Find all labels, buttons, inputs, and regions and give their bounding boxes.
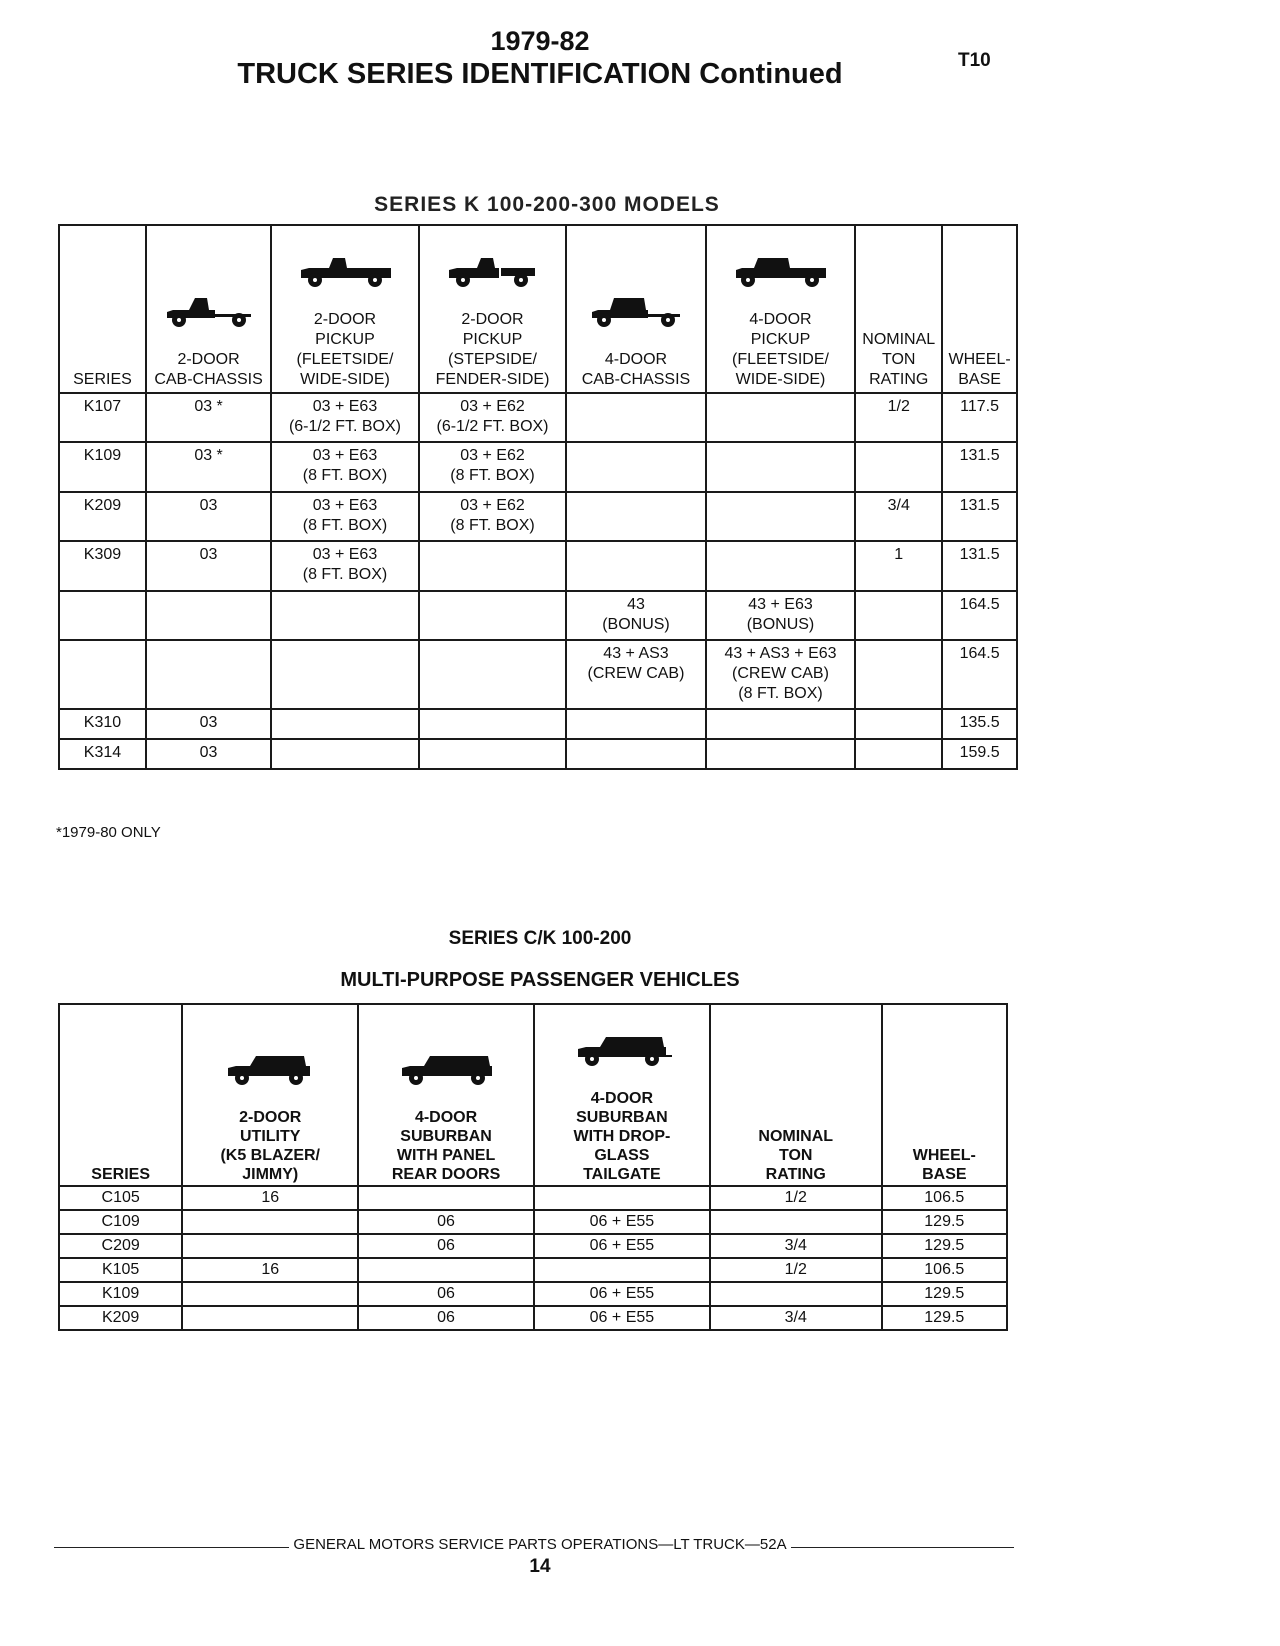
table1-header [942, 225, 1017, 393]
header-spacer [60, 1081, 181, 1165]
cell-line: 117.5 [960, 398, 1000, 415]
page-number: 14 [529, 1556, 551, 1577]
table-row [59, 640, 1017, 709]
table-cell [855, 640, 942, 709]
cell-line: 131.5 [959, 447, 1000, 464]
header-label-line: WITH PANEL [396, 1147, 496, 1164]
page-year-range: 1979-82 [490, 26, 590, 56]
cell-line: (8 FT. BOX) [450, 517, 535, 534]
table-cell [706, 393, 856, 442]
header-label-line: FENDER-SIDE) [435, 371, 550, 388]
table-cell [419, 640, 567, 709]
cell-line: 03 + E62 [460, 447, 525, 464]
table-cell [358, 1258, 534, 1282]
header-label-line: 4-DOOR [414, 1109, 478, 1126]
cell-line: (BONUS) [746, 616, 815, 633]
table-cell [534, 1186, 710, 1210]
cell-line: 06 + E55 [589, 1213, 655, 1230]
cell-line: 03 * [194, 398, 223, 415]
cell-line: (8 FT. BOX) [450, 467, 535, 484]
cell-line: 06 [437, 1309, 455, 1326]
table-cell [566, 393, 705, 442]
cell-line: 131.5 [959, 497, 1000, 514]
table-cell [146, 640, 271, 709]
header-label-line: WHEEL- [948, 351, 1011, 368]
table-cell [146, 709, 271, 739]
table-cell [942, 442, 1017, 492]
table-cell [855, 591, 942, 640]
header-label-line: PICKUP [750, 331, 811, 348]
header-label-line: TAILGATE [583, 1166, 661, 1183]
table1-header [146, 225, 271, 393]
table-cell [566, 640, 705, 709]
cell-line: 06 + E55 [589, 1309, 655, 1326]
cell-line: (CREW CAB) [732, 665, 829, 682]
cell-line: (6-1/2 FT. BOX) [436, 418, 549, 435]
header-label-line: (FLEETSIDE/ [296, 351, 394, 368]
table-cell [271, 739, 419, 769]
table-cell [358, 1210, 534, 1234]
header-label-line: SERIES [91, 1166, 150, 1183]
table-row [59, 393, 1017, 442]
table-cell [566, 442, 705, 492]
header-label-line: 4-DOOR [604, 351, 668, 368]
table-cell [182, 1186, 358, 1210]
header-label-line: 4-DOOR [590, 1090, 654, 1107]
cell-line: (BONUS) [602, 616, 670, 633]
header-spacer [883, 1062, 1006, 1146]
pickup-fleetside-2door-icon [272, 226, 418, 310]
table1-header [706, 225, 856, 393]
header-label-line: (K5 BLAZER/ [220, 1147, 320, 1164]
table-cell [855, 442, 942, 492]
table-cell [534, 1234, 710, 1258]
table-cell [706, 442, 856, 492]
table-cell [271, 591, 419, 640]
table-cell [706, 640, 856, 709]
table1-header [419, 225, 567, 393]
cell-line: 03 * [194, 447, 223, 464]
table2-subtitle: MULTI-PURPOSE PASSENGER VEHICLES [340, 969, 740, 991]
table-cell [882, 1282, 1007, 1306]
table-cell [358, 1306, 534, 1330]
table-row [59, 739, 1017, 769]
table-cell [271, 709, 419, 739]
header-label-line: RATING [869, 371, 929, 388]
cell-line: 03 + E62 [460, 398, 525, 415]
series-cell [59, 591, 146, 640]
cell-line: 3/4 [887, 497, 910, 514]
series-cell [59, 1258, 182, 1282]
table-cell [146, 442, 271, 492]
table-cell [146, 492, 271, 541]
table-cell [710, 1210, 882, 1234]
page-title: TRUCK SERIES IDENTIFICATION Continued [237, 58, 843, 90]
cell-line: K107 [83, 398, 122, 415]
table-cell [358, 1186, 534, 1210]
table-cell [855, 492, 942, 541]
table-cell [942, 393, 1017, 442]
cell-line: 129.5 [924, 1237, 965, 1254]
header-label-line: CAB-CHASSIS [154, 371, 263, 388]
table1-header [59, 225, 146, 393]
table-cell [271, 541, 419, 591]
header-spacer [943, 266, 1016, 350]
cell-line: C209 [101, 1237, 140, 1254]
series-cell [59, 541, 146, 591]
header-label-line: SUBURBAN [576, 1109, 668, 1126]
cell-line: (8 FT. BOX) [302, 566, 388, 583]
header-label-line: BASE [958, 371, 1001, 388]
table-cell [419, 442, 567, 492]
table-cell [146, 393, 271, 442]
table1-header [855, 225, 942, 393]
table2-header [358, 1004, 534, 1186]
cell-line: (8 FT. BOX) [302, 517, 388, 534]
cell-line: (CREW CAB) [587, 665, 685, 682]
header-label-line: WITH DROP- [573, 1128, 671, 1145]
table-cell [942, 492, 1017, 541]
table2-title: SERIES C/K 100-200 [448, 928, 632, 949]
header-label-line: NOMINAL [862, 331, 936, 348]
pickup-stepside-2door-icon [420, 226, 566, 310]
table-cell [855, 709, 942, 739]
series-cell [59, 1306, 182, 1330]
cell-line: 1 [894, 546, 904, 563]
table-cell [419, 591, 567, 640]
cab-chassis-2door-icon [147, 266, 270, 350]
table-cell [271, 393, 419, 442]
table-cell [882, 1234, 1007, 1258]
table-cell [182, 1210, 358, 1234]
cell-line: K309 [83, 546, 122, 563]
table-cell [882, 1186, 1007, 1210]
cell-line: (8 FT. BOX) [302, 467, 388, 484]
header-label-line: SERIES [73, 371, 132, 388]
table-cell [534, 1258, 710, 1282]
series-cell [59, 1210, 182, 1234]
header-label-line: JIMMY) [242, 1166, 299, 1183]
table-cell [419, 541, 567, 591]
table-cell [271, 640, 419, 709]
table-cell [358, 1282, 534, 1306]
header-label-line: 2-DOOR [461, 311, 524, 328]
table-cell [942, 709, 1017, 739]
table-cell [855, 739, 942, 769]
cell-line: 106.5 [924, 1189, 965, 1206]
cell-line: K109 [101, 1285, 140, 1302]
header-label-line: BASE [922, 1166, 967, 1183]
cell-line: 129.5 [924, 1309, 965, 1326]
table-cell [882, 1210, 1007, 1234]
table-cell [706, 492, 856, 541]
header-label-line: NOMINAL [758, 1128, 834, 1145]
table-cell [271, 492, 419, 541]
table-cell [855, 393, 942, 442]
header-label-line: SUBURBAN [400, 1128, 492, 1145]
table-cell [942, 739, 1017, 769]
table-cell [534, 1210, 710, 1234]
cell-line: 06 + E55 [589, 1285, 655, 1302]
table-cell [942, 591, 1017, 640]
series-cell [59, 709, 146, 739]
table-cell [419, 492, 567, 541]
cell-line: 129.5 [924, 1285, 965, 1302]
table-cell [710, 1258, 882, 1282]
table-cell [419, 739, 567, 769]
series-cell [59, 640, 146, 709]
table-row [59, 709, 1017, 739]
table2-header [710, 1004, 882, 1186]
cell-line: 43 [627, 596, 645, 613]
table1-header-row [59, 225, 1017, 393]
header-label-line: (STEPSIDE/ [448, 351, 537, 368]
cell-line: 03 + E63 [312, 546, 378, 563]
header-label-line: 2-DOOR [313, 311, 377, 328]
table-cell [182, 1306, 358, 1330]
header-spacer [60, 286, 145, 370]
cell-line: C109 [101, 1213, 140, 1230]
table2-header [882, 1004, 1007, 1186]
header-label-line: REAR DOORS [391, 1166, 501, 1183]
table-cell [182, 1282, 358, 1306]
table-cell [706, 709, 856, 739]
cell-line: 03 [199, 546, 218, 563]
series-cell [59, 442, 146, 492]
series-cell [59, 393, 146, 442]
cell-line: 43 + E63 [748, 596, 813, 613]
utility-blazer-icon [183, 1024, 357, 1108]
mpv-table [58, 1003, 1008, 1331]
table-row [59, 1210, 1007, 1234]
series-cell [59, 1234, 182, 1258]
cell-line: 3/4 [784, 1237, 807, 1254]
cell-line: 43 + AS3 [603, 645, 669, 662]
suburban-tailgate-icon [535, 1005, 709, 1089]
cell-line: 43 + AS3 + E63 [724, 645, 837, 662]
header-label-line: TON [881, 351, 916, 368]
table-cell [146, 541, 271, 591]
table-row [59, 541, 1017, 591]
cell-line: 164.5 [959, 596, 1000, 613]
table-cell [182, 1258, 358, 1282]
table-cell [146, 591, 271, 640]
cell-line: 129.5 [924, 1213, 965, 1230]
cell-line: K314 [83, 744, 122, 761]
table1-header [271, 225, 419, 393]
cell-line: 03 + E62 [460, 497, 525, 514]
table-cell [419, 393, 567, 442]
footer-text [0, 1536, 1080, 1553]
table-cell [882, 1258, 1007, 1282]
pickup-4door-icon [707, 226, 855, 310]
cell-line: K310 [83, 714, 122, 731]
cell-line: 1/2 [887, 398, 910, 415]
cell-line: K209 [101, 1309, 140, 1326]
header-label-line: PICKUP [462, 331, 523, 348]
table-row [59, 1306, 1007, 1330]
table-cell [710, 1234, 882, 1258]
cell-line: 06 [437, 1213, 455, 1230]
table-cell [706, 739, 856, 769]
cell-line: 06 [437, 1285, 455, 1302]
cell-line: C105 [101, 1189, 140, 1206]
table-row [59, 442, 1017, 492]
cell-line: K105 [101, 1261, 140, 1278]
cell-line: 159.5 [959, 744, 1000, 761]
table1-title: SERIES K 100-200-300 MODELS [374, 193, 720, 216]
table1-header [566, 225, 705, 393]
table-cell [534, 1282, 710, 1306]
cell-line: 03 + E63 [312, 398, 378, 415]
cab-chassis-4door-icon [567, 266, 704, 350]
cell-line: 06 + E55 [589, 1237, 655, 1254]
series-cell [59, 492, 146, 541]
header-label-line: GLASS [594, 1147, 650, 1164]
table-cell [942, 640, 1017, 709]
cell-line: 131.5 [959, 546, 1000, 563]
header-label-line: PICKUP [315, 331, 375, 348]
table-cell [706, 591, 856, 640]
cell-line: 03 [199, 714, 218, 731]
table-cell [358, 1234, 534, 1258]
table-cell [534, 1306, 710, 1330]
header-spacer [711, 1043, 881, 1127]
cell-line: (8 FT. BOX) [738, 685, 823, 702]
table-cell [146, 739, 271, 769]
suburban-panel-icon [359, 1024, 533, 1108]
table-row [59, 1282, 1007, 1306]
table-cell [271, 442, 419, 492]
table-cell [566, 739, 705, 769]
footer-text-label: GENERAL MOTORS SERVICE PARTS OPERATIONS—LT TRUCK—52A [289, 1536, 790, 1553]
cell-line: K209 [83, 497, 122, 514]
table-cell [882, 1306, 1007, 1330]
table-cell [710, 1282, 882, 1306]
header-label-line: TON [778, 1147, 813, 1164]
series-cell [59, 739, 146, 769]
cell-line: 03 + E63 [312, 497, 378, 514]
series-cell [59, 1186, 182, 1210]
cell-line: 03 [199, 497, 218, 514]
cell-line: 135.5 [959, 714, 1000, 731]
header-label-line: WIDE-SIDE) [300, 371, 390, 388]
table2-header [534, 1004, 710, 1186]
cell-line: 06 [437, 1237, 455, 1254]
cell-line: 16 [261, 1189, 280, 1206]
page-code: T10 [958, 50, 991, 71]
table-row [59, 591, 1017, 640]
table-cell [566, 541, 705, 591]
cell-line: 164.5 [959, 645, 1000, 662]
table2-header [182, 1004, 358, 1186]
table-cell [942, 541, 1017, 591]
table-cell [566, 709, 705, 739]
table2-header [59, 1004, 182, 1186]
table-row [59, 1258, 1007, 1282]
table2-header-row [59, 1004, 1007, 1186]
cell-line: 3/4 [784, 1309, 807, 1326]
cell-line: 03 [199, 744, 218, 761]
table-cell [855, 541, 942, 591]
table-cell [706, 541, 856, 591]
cell-line: 16 [261, 1261, 280, 1278]
table-row [59, 492, 1017, 541]
table-cell [419, 709, 567, 739]
series-k-table [58, 224, 1018, 770]
header-label-line: WHEEL- [912, 1147, 976, 1164]
footnote: *1979-80 ONLY [56, 824, 161, 841]
header-label-line: (FLEETSIDE/ [732, 351, 829, 368]
cell-line: 106.5 [924, 1261, 965, 1278]
table-cell [710, 1186, 882, 1210]
table-row [59, 1234, 1007, 1258]
header-label-line: WIDE-SIDE) [735, 371, 826, 388]
table-cell [566, 492, 705, 541]
header-label-line: CAB-CHASSIS [581, 371, 691, 388]
header-label-line: 4-DOOR [749, 311, 812, 328]
header-label-line: RATING [765, 1166, 826, 1183]
cell-line: K109 [83, 447, 122, 464]
table-cell [710, 1306, 882, 1330]
cell-line: 1/2 [784, 1189, 807, 1206]
header-spacer [856, 246, 941, 330]
header-label-line: 2-DOOR [239, 1109, 302, 1126]
table-cell [182, 1234, 358, 1258]
table-row [59, 1186, 1007, 1210]
cell-line: 1/2 [784, 1261, 807, 1278]
cell-line: 03 + E63 [312, 447, 378, 464]
header-label-line: 2-DOOR [177, 351, 240, 368]
series-cell [59, 1282, 182, 1306]
cell-line: (6-1/2 FT. BOX) [288, 418, 401, 435]
table-cell [566, 591, 705, 640]
header-label-line: UTILITY [240, 1128, 301, 1145]
